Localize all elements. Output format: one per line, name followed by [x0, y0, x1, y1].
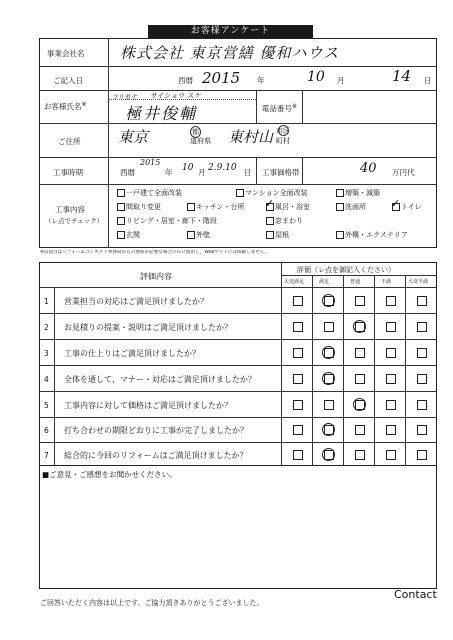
rating-checkbox[interactable] [355, 348, 365, 358]
option-label: リビング・居室・廊下・階段 [126, 217, 217, 225]
scale-label: 不満 [381, 279, 392, 285]
price-label: 工事価格帯 [262, 168, 300, 177]
rating-checkbox[interactable] [355, 374, 365, 384]
customer-info-table [39, 38, 437, 248]
option-checkbox[interactable] [117, 217, 125, 225]
rating-checkbox[interactable] [293, 322, 303, 332]
option-checkbox[interactable] [336, 231, 344, 239]
rating-checkbox[interactable] [355, 450, 365, 460]
scale-label: 満足 [319, 279, 330, 285]
evaluation-header-label: 評価内容 [140, 272, 172, 281]
rating-checkbox[interactable] [293, 348, 303, 358]
option-label: 外壁 [196, 231, 210, 239]
selected-mark-icon [322, 448, 335, 461]
work-year[interactable]: 2015 [140, 158, 161, 167]
option-label: トイレ [401, 203, 422, 211]
customer-name-label: お客様氏名※ [44, 101, 87, 111]
work-year-unit: 年 [165, 168, 173, 177]
option-label: 屋根 [275, 231, 289, 239]
price-value[interactable]: 40 [360, 161, 377, 176]
option-checkbox[interactable] [117, 203, 125, 211]
selected-mark-icon [353, 398, 366, 411]
question-text: 工事内容に対して価格はご満足頂けましたか？ [64, 401, 232, 410]
entry-year-unit: 年 [257, 76, 265, 85]
address-pref-options: 道府県 [190, 137, 211, 145]
phone-label: 電話番号※ [262, 103, 298, 113]
work-month-unit: 月 [198, 168, 206, 177]
scale-label: 大変不満 [408, 279, 429, 285]
check-mark-icon: ✓ [391, 197, 401, 210]
rating-checkbox[interactable] [417, 296, 427, 306]
rating-checkbox[interactable] [293, 400, 303, 410]
address-ku-circle [278, 125, 289, 136]
scale-label: 大変満足 [284, 279, 305, 285]
work-content-label: 工事内容 [55, 205, 85, 214]
option-checkbox[interactable] [187, 203, 195, 211]
option-checkbox[interactable] [266, 217, 274, 225]
address-machi: 町村 [276, 137, 290, 145]
evaluation-group-label: 評価（レ点を御記入ください） [297, 266, 395, 274]
company-label: 事業会社名 [47, 49, 85, 58]
comments-box[interactable] [39, 465, 437, 589]
thanks-text: ご回答いただく内容は以上です。ご協力頂きありがとうございました。 [40, 599, 264, 607]
selected-mark-icon [322, 423, 335, 436]
option-checkbox[interactable] [336, 189, 344, 197]
address-ku: 市区 [276, 127, 290, 135]
rating-checkbox[interactable] [293, 296, 303, 306]
question-text: 総合的に今回のリフォームはご満足頂けましたか？ [64, 451, 248, 460]
brand-logo: Contact [394, 588, 437, 601]
rating-checkbox[interactable] [417, 374, 427, 384]
address-circled: 都 [192, 128, 199, 136]
rating-checkbox[interactable] [324, 322, 334, 332]
furigana-label: フリガナ [112, 93, 138, 101]
rating-checkbox[interactable] [293, 425, 303, 435]
question-text: 営業担当の対応はご満足頂けましたか？ [64, 297, 208, 306]
option-checkbox[interactable] [117, 189, 125, 197]
furigana-value[interactable]: サイショウ スケ [150, 92, 201, 100]
option-label: 外構・エクステリア [345, 231, 408, 239]
company-value[interactable]: 株式会社 東京営繕 優和ハウス [120, 44, 340, 62]
rating-checkbox[interactable] [355, 296, 365, 306]
option-label: 玄関 [126, 231, 140, 239]
question-text: 打ち合わせの期限どおりに工事が完了しましたか？ [64, 426, 248, 435]
option-label: 間取り変更 [126, 203, 161, 211]
question-number: 2 [44, 323, 49, 332]
address-pref[interactable]: 東京 [118, 128, 149, 146]
question-number: 5 [44, 401, 49, 410]
entry-era: 西暦 [178, 76, 193, 85]
rating-checkbox[interactable] [355, 425, 365, 435]
option-checkbox[interactable] [236, 189, 244, 197]
work-days[interactable]: 2.9.10 [208, 163, 237, 173]
selected-mark-icon [322, 372, 335, 385]
rating-checkbox[interactable] [324, 400, 334, 410]
entry-month-unit: 月 [337, 76, 345, 85]
address-label: ご住所 [58, 137, 81, 146]
question-text: 工事の仕上りはご満足頂けましたか？ [64, 349, 200, 358]
question-number: 6 [44, 426, 49, 435]
rating-checkbox[interactable] [293, 450, 303, 460]
rating-checkbox[interactable] [386, 322, 396, 332]
option-checkbox[interactable] [187, 231, 195, 239]
option-checkbox[interactable] [266, 231, 274, 239]
work-content-sub: （レ点でチェック） [45, 217, 104, 225]
entry-year[interactable]: 2015 [202, 69, 241, 87]
rating-checkbox[interactable] [386, 450, 396, 460]
question-number: 4 [44, 375, 49, 384]
customer-name-value[interactable]: 極井俊輔 [125, 104, 198, 123]
option-label: 増築・減築 [345, 189, 380, 197]
entry-day[interactable]: 14 [392, 67, 412, 85]
rating-checkbox[interactable] [417, 400, 427, 410]
survey-title: お客様アンケート [148, 25, 313, 38]
option-label: 一戸建て全面改装 [126, 189, 182, 197]
rating-checkbox[interactable] [386, 348, 396, 358]
rating-checkbox[interactable] [417, 348, 427, 358]
work-day-unit: 日 [244, 168, 252, 177]
option-label: キッチン・台所 [196, 203, 245, 211]
address-city[interactable]: 東村山 [228, 128, 274, 146]
option-label: 窓まわり [275, 217, 303, 225]
rating-checkbox[interactable] [417, 425, 427, 435]
selected-mark-icon [353, 320, 366, 333]
option-label: 洗面所 [345, 203, 366, 211]
rating-checkbox[interactable] [386, 374, 396, 384]
option-checkbox[interactable] [117, 231, 125, 239]
option-label: 風呂・浴室 [275, 203, 310, 211]
rating-checkbox[interactable] [386, 425, 396, 435]
selected-mark-icon [322, 346, 335, 359]
work-period-label: 工事時期 [53, 168, 83, 177]
selected-mark-icon [322, 294, 335, 307]
phone-field[interactable] [302, 90, 438, 123]
option-checkbox[interactable] [336, 203, 344, 211]
entry-day-unit: 日 [424, 76, 432, 85]
comments-label: ■ご意見・ご感想をお聞かせください。 [42, 470, 177, 479]
evaluation-table [39, 262, 437, 466]
question-number: 1 [44, 297, 49, 306]
option-label: マンション全面改装 [245, 189, 308, 197]
entry-date-label: ご記入日 [53, 76, 83, 85]
question-number: 3 [44, 349, 49, 358]
question-text: お見積りの提案・説明はご満足頂けましたか？ [64, 323, 232, 332]
work-era: 西暦 [120, 168, 135, 177]
privacy-notice: ※印項目はリフォームコンタクト事務局からの連絡が必要な場合のみに使用し、Webサイトには掲載しません。 [40, 250, 270, 255]
rating-checkbox[interactable] [417, 322, 427, 332]
question-number: 7 [44, 451, 49, 460]
question-text: 全体を通して、マナー・対応はご満足頂けましたか？ [64, 375, 256, 384]
rating-checkbox[interactable] [293, 374, 303, 384]
entry-month[interactable]: 10 [307, 69, 325, 85]
rating-checkbox[interactable] [386, 400, 396, 410]
price-unit: 万円代 [392, 168, 415, 177]
work-month[interactable]: 10 [182, 163, 194, 173]
check-mark-icon: ✓ [265, 197, 275, 210]
rating-checkbox[interactable] [386, 296, 396, 306]
rating-checkbox[interactable] [417, 450, 427, 460]
scale-label: 普通 [350, 279, 361, 285]
